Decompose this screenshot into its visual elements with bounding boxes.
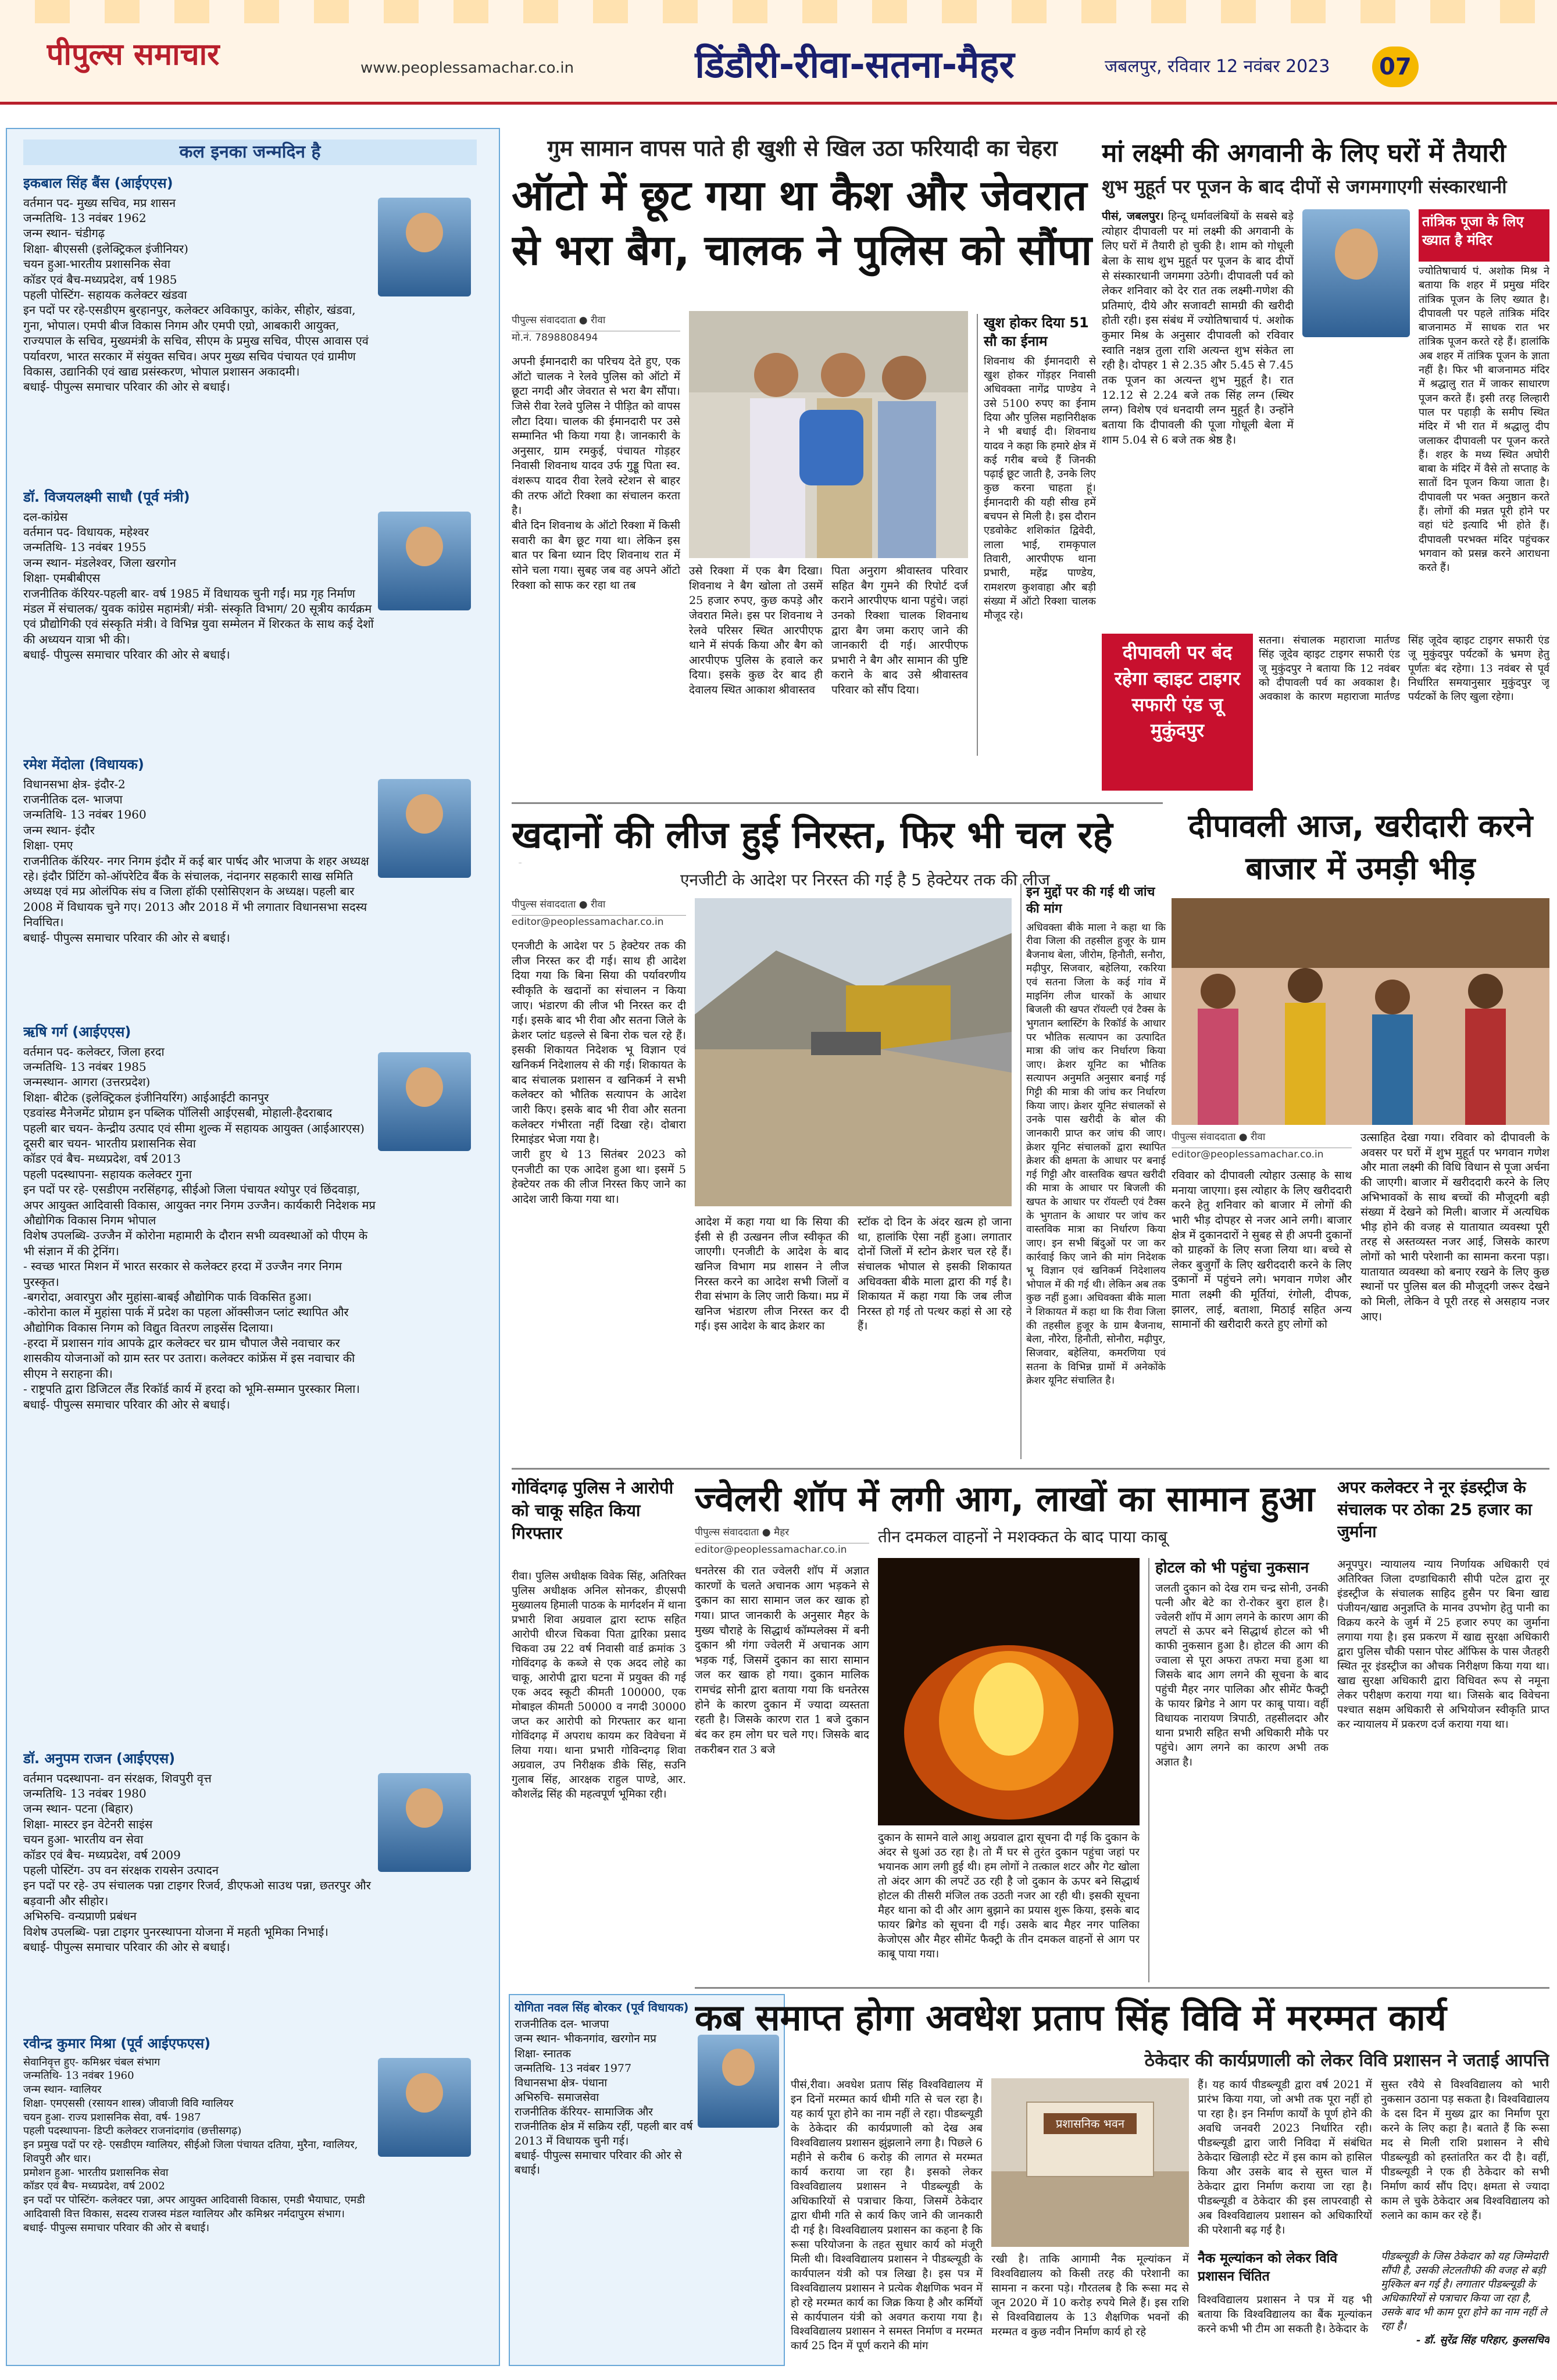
story5-body: रीवा। पुलिस अधीक्षक विवेक सिंह, अतिरिक्त पुलिस अधीक्षक अनिल सोनकर, डीएसपी मुख्यालय हिमाली पाठक के मार्गदर्शन में थाना प्रभारी शिवा अग्रवाल द्वारा स्टाफ सहित आरोपी धीरज चिकवा पिता द्वारिका प्रसाद चिकवा उम्र 22 वर्ष निवासी वार्ड क्रमांक 3 गोविंदगढ़ के कब्जे से एक अदद लोहे का चाकू, आरोपी द्वारा घटना में प्रयुक्त की गई एक अदद स्कूटी कीमती 100000, एक मोबाइल कीमती 50000 व नगदी 30000 जप्त कर आरोपी को गिरफ्तार कर थाना गोविंदगढ़ में अपराध कायम कर विवेचना में लिया गया। थाना प्रभारी गोविन्दगढ़ शिवा अग्रवाल, उप निरीक्षक डीके सिंह, सउनि गुलाब सिंह, आरक्षक राहुल पाण्डे, आर. कौशलेंद्र सिंह की महत्वपूर्ण भूमिका रही। xyxy=(512,1570,686,1800)
zoo-closed-body: सतना। संचालक महाराजा मार्तण्ड सिंह जूदेव व्हाइट टाइगर सफारी एंड जू मुकुंदपुर ने बताया कि 12 नवंबर को दीपावली पर्व का अवकाश है। अवकाश के कारण महाराजा मार्तण्ड सिंह जूदेव व्हाइट टाइगर सफारी एंड जू मुकुंदपुर पर्यटकों के भ्रमण हेतु पूर्णतः बंद रहेगा। 13 नवंबर से पूर्व निर्धारित समयानुसार मुकुंदपुर जू पर्यटकों के लिए खुला रहेगा। xyxy=(1259,634,1549,703)
story8-col4: सुस्त रवैये से विश्वविद्यालय को भारी नुकसान उठाना पड़ सकता है। विश्वविद्यालय के दस दिन में मुख्य द्वार का निर्माण पूरा करने के लिए कहा है। बताते हैं कि रूसा मद से मिली राशि प्रशासन ने सीधे पीडब्ल्यूडी को हस्तांतरित कर दी है। वहीं, पीडब्ल्यूडी ने एक ही ठेकेदार को सभी निर्माण कार्य सौंप दिए। क्षमता से ज्यादा काम ले चुके ठेकेदार अब विश्वविद्यालय को रुलाने का काम कर रहे हैं। xyxy=(1381,2079,1549,2222)
website-url: www.peoplessamachar.co.in xyxy=(360,59,574,77)
astrologer-photo xyxy=(1302,209,1410,337)
story6-side-head: होटल को भी पहुंचा नुकसान xyxy=(1155,1559,1309,1577)
diya-garland-decoration xyxy=(0,0,1557,23)
story3-headline: खदानों की लीज हुई निरस्त, फिर भी चल रहे xyxy=(512,814,1113,857)
person-photo xyxy=(378,2058,471,2157)
story3-col3: स्टॉक दो दिन के अंदर खत्म हो जाना था, हालांकि ऐसा नहीं हुआ। लगातार दोनों जिलों में स्टोन क्रेशर चल रहे हैं। संचालक भोपाल से इसकी शिकायत अधिवक्ता बीके माला द्वारा की गई है। शिकायत में कहा गया कि जब लीज निरस्त हो गई तो पत्थर कहां से आ रहे हैं। xyxy=(858,1216,1012,1333)
masthead: पीपुल्स समाचार xyxy=(47,37,220,72)
building-base xyxy=(991,2171,1189,2247)
story1-col2: उसे रिक्शा में एक बैग दिखा। शिवनाथ ने बैग खोला तो उसमें 25 हजार रुपए, कुछ कपड़े और जेवरात मिले। इस पर शिवनाथ ने रेलवे परिसर स्थित आरपीएफ थाने में संपर्क किया और बैग को आरपीएफ पुलिस के हवाले कर दिया। इसके कुछ देर बाद ही देवालय स्थित आकाश श्रीवास्तव xyxy=(689,564,823,697)
person-name: इकबाल सिंह बैंस (आईएएस) xyxy=(23,175,173,191)
story1-col3: पिता अनुराग श्रीवास्तव परिवार सहित बैग गुमने की रिपोर्ट दर्ज कराने आरपीएफ थाना पहुंचे। जहां उनको रिक्शा चालक शिवनाथ द्वारा बैग जमा कराए जाने की जानकारी दी गई। आरपीएफ प्रभारी ने बैग और सामान की पुष्टि कराने के बाद उसे श्रीवास्तव परिवार को सौंप दिया। xyxy=(831,564,968,697)
story3-byline: पीपुल्स संवाददाता ● रीवा xyxy=(512,898,686,916)
story8-headline: कब समाप्त होगा अवधेश प्रताप सिंह विवि में मरम्मत कार्य xyxy=(695,1996,1447,2039)
story3-col2: आदेश में कहा गया था कि सिया की ईसी से ही उत्खनन लीज स्वीकृत की जाएगी। एनजीटी के आदेश के बाद खनिज विभाग मप्र शासन ने लीज निरस्त करने का आदेश सभी जिलों व रीवा संभाग के लिए जारी किया। मप्र में खनिज भंडारण लीज निरस्त कर दी गई। इस आदेश के बाद क्रेशर का xyxy=(695,1216,849,1333)
story3-email: editor@peoplessamachar.co.in xyxy=(512,916,664,928)
story8-col3: हैं। यह कार्य पीडब्ल्यूडी द्वारा वर्ष 2021 में प्रारंभ किया गया, जो अभी तक पूरा नहीं हो पा रहा है। इन निर्माण कार्यों के पूर्ण होने की अवधि जनवरी 2023 निर्धारित रही। पीडब्ल्यूडी द्वारा जारी निविदा में संबंधित ठेकेदार खिलाड़ी स्टेट में इस काम को हासिल किया और उसके बाद से सुस्त चाल में ठेकेदार द्वारा निर्माण कराया जा रहा है। पीडब्ल्यूडी व ठेकेदार की इस लापरवाही से अब विश्वविद्यालय प्रशासन को अधिकारियों की परेशानी बढ़ गई है। xyxy=(1198,2079,1372,2236)
story6-side-body: जलती दुकान को देख राम चन्द्र सोनी, उनकी पत्नी और बेटे का रो-रोकर बुरा हाल है। ज्वेलरी शॉप में आग लगने के कारण आग की लपटों से ऊपर बने सिद्धार्थ होटल को भी काफी नुकसान हुआ है। होटल की आग की ज्वाला से पूरा अफरा तफरा मचा हुआ था जिसके बाद आग लगने की सूचना के बाद पहुंची मैहर नगर पालिका और सीमेंट फैक्ट्री के फायर ब्रिगेड ने आग पर काबू पाया। वहीं विधायक नारायण त्रिपाठी, तहसीलदार और थाना प्रभारी सहित सभी अधिकारी मौके पर पहुंचे। आग लगने का कारण अभी तक अज्ञात है। xyxy=(1155,1582,1329,1769)
story1-photo xyxy=(689,311,968,558)
person-photo xyxy=(378,779,471,878)
story8-deck: ठेकेदार की कार्यप्रणाली को लेकर विवि प्रशासन ने जताई आपत्ति xyxy=(1144,2050,1549,2071)
person-details: वर्तमान पद- कलेक्टर, जिला हरदा जन्मतिथि- 13 नवंबर 1985 जन्मस्थान- आगरा (उत्तरप्रदेश) शिक्षा- बीटेक (इलेक्ट्रिकल इंजीनियरिंग) आईआईटी कानपुर एडवांस्ड मैनेजमेंट प्रोग्राम इन पब्लिक पॉलिसी आईएसबी, मोहाली-हैदराबाद पहली बार चयन- केन्द्रीय उत्पाद एवं सीमा शुल्क में सहायक आयुक्त (आईआरएस) दूसरी बार चयन- भारतीय प्रशासनिक सेवा कॉडर एवं बैच- मध्यप्रदेश, वर्ष 2013 पहली पदस्थापना- सहायक कलेक्टर गुना इन पदों पर रहे- एसडीएम नरसिंहगढ़, सीईओ जिला पंचायत श्योपुर एवं छिंदवाड़ा, अपर आयुक्त आदिवासी विकास, आयुक्त नगर निगम उज्जैन। कार्यकारी निदेशक मप्र औद्योगिक विकास निगम भोपाल विशेष उपलब्धि- उज्जैन में कोरोना महामारी के दौरान सभी व्यवस्थाओं को पीएम के भी संज्ञान में की ट्रेनिंग। - स्वच्छ भारत मिशन में भारत सरकार से कलेक्टर हरदा में उज्जैन नगर निगम पुरस्कृत। -बगरोदा, अवारपुरा और मुहांसा-बाबई औद्योगिक पार्क विकसित हुआ। -कोरोना काल में मुहांसा पार्क में प्रदेश का पहला ऑक्सीजन प्लांट स्थापित और औद्योगिक विकास निगम को विद्युत वितरण लाइसेंस दिलाया। -हरदा में प्रशासन गांव आपके द्वार कलेक्टर चर ग्राम चौपाल जैसे नवाचार कर शासकीय योजनाओं को ग्राम स्तर पर उतारा। कलेक्टर कांफ्रेंस में इस नवाचार की सीएम ने सराहना की। - राष्ट्रपति द्वारा डिजिटल लैंड रिकॉर्ड कार्य में हरदा को भूमि-सम्मान पुरस्कार मिला। बधाई- पीपुल्स समाचार परिवार की ओर से बधाई। xyxy=(23,1044,376,1411)
story6-deck: तीन दमकल वाहनों ने मशक्कत के बाद पाया काबू xyxy=(878,1527,1167,1546)
person-details: सेवानिवृत्त हुए- कमिश्नर चंबल संभाग जन्मतिथि- 13 नवंबर 1960 जन्म स्थान- ग्वालियर शिक्षा- एमएससी (रसायन शास्त्र) जीवाजी विवि ग्वालियर चयन हुआ- राज्य प्रशासनिक सेवा, वर्ष- 1987 पहली पदस्थापना- डिप्टी कलेक्टर राजनांदगांव (छत्तीसगढ़) इन प्रमुख पदों पर रहे- एसडीएम ग्वालियर, सीईओ जिला पंचायत दतिया, मुरैना, ग्वालियर, शिवपुरी और धार। प्रमोशन हुआ- भारतीय प्रशासनिक सेवा कॉडर एवं बैच- मध्यप्रदेश, वर्ष 2002 इन पदों पर पोस्टिंग- कलेक्टर पन्ना, अपर आयुक्त आदिवासी विकास, एमडी भैयाघाट, एमडी आदिवासी वित्त विकास, सदस्य राजस्व मंडल ग्वालियर और कमिश्नर नर्मदापुरम संभाग। बधाई- पीपुल्स समाचार परिवार की ओर से बधाई। xyxy=(23,2056,365,2234)
story8-subbody: विश्वविद्यालय प्रशासन ने पत्र में यह भी बताया कि विश्वविद्यालय का बैंक मूल्यांकन करने कभी भी टीम आ सकती है। ठेकेदार के xyxy=(1198,2294,1372,2335)
person-name: रवीन्द्र कुमार मिश्रा (पूर्व आईएफएस) xyxy=(23,2035,211,2052)
story8-subhead: नैक मूल्यांकन को लेकर विवि प्रशासन चिंतित xyxy=(1198,2251,1338,2284)
sidebar-title: कल इनका जन्मदिन है xyxy=(23,140,477,165)
story1-headline: ऑटो में छूट गया था कैश और जेवरात से भरा बैग, चालक ने पुलिस को सौंपा xyxy=(512,171,1092,274)
publication-date: जबलपुर, रविवार 12 नवंबर 2023 xyxy=(1105,56,1330,77)
building-sign: प्रशासनिक भवन xyxy=(1044,2113,1137,2134)
story7-headline: अपर कलेक्टर ने नूर इंडस्ट्रीज के संचालक पर ठोका 25 हजार का जुर्माना xyxy=(1337,1478,1532,1541)
fire-photo xyxy=(878,1558,1140,1825)
person-photo xyxy=(378,512,471,610)
story2-subbody: ज्योतिषाचार्य पं. अशोक मिश्र ने बताया कि शहर में प्रमुख मंदिर तांत्रिक पूजन के लिए ख्यात है। दीपावली पर पहले तांत्रिक मंदिर बाजनामठ में साधक रात भर तांत्रिक पूजन करते रहे हैं। हालांकि अब शहर में तांत्रिक पूजन के ज्ञाता नहीं है। फिर भी बाजनामठ मंदिर में श्रद्धालु रात में जाकर साधारण पूजन करते हैं। इसी तरह लिल्हारी पाल पर पहाड़ी के समीप स्थित मंदिर में भी रात में श्रद्धालु दीप जलाकर दीपावली पर पूजन करते हैं। शहर के मध्य स्थित अघोरी बाबा के मंदिर में वैसे तो सप्ताह के सातों दिन पूजन किया जाता है। दीपावली पर भक्त अनुष्ठान करते हैं। लोगों की मन्नत पूरी होने पर वहां घंटे इत्यादि भी होते हैं। दीपावली परभक्त मंदिर पहुंचकर भगवान को प्रसन्न करने आराधना करते हैं। xyxy=(1419,265,1549,574)
story6-col2: दुकान के सामने वाले आशु अग्रवाल द्वारा सूचना दी गई कि दुकान के अंदर से धुआं उठ रहा है। तो मैं घर से तुरंत दुकान पहुंचा जहां पर भयानक आग लगी हुई थी। हम लोगों ने तत्काल शटर और गेट खोला तो अंदर आग की लपटें उठ रही है जो दुकान के ऊपर बने सिद्धार्थ होटल की तीसरी मंजिल तक उठती नजर आ रही थी। इसकी सूचना मैहर थाना को दी और आग बुझाने का प्रयास शुरू किया, इसके बाद फायर ब्रिगेड को सूचना दी गई। उसके बाद मैहर नगर पालिका केजोएस और मैहर सीमेंट फैक्ट्री के तीन दमकल वाहनों से आग पर काबू पाया गया। xyxy=(878,1832,1140,1960)
story6-col1: धनतेरस की रात ज्वेलरी शॉप में अज्ञात कारणों के चलते अचानक आग भड़कने से दुकान का सारा सामान जल कर खाक हो गया। प्राप्त जानकारी के अनुसार मैहर के मुख्य चौराहे के सिद्धार्थ कॉम्पलेक्स में बनी दुकान श्री गंगा ज्वेलरी में अचानक आग भड़क गई, जिसमें दुकान का सारा सामान जल कर खाक हो गया। दुकान मालिक रामचंद्र सोनी द्वारा बताया गया कि धनतेरस होने के कारण दुकान में ज्यादा व्यस्तता रहती है। जिसके कारण रात 1 बजे दुकान बंद कर हम लोग घर चले गए। जिसके बाद तकरीबन रात 3 बजे xyxy=(695,1564,869,1756)
story3-deck: एनजीटी के आदेश पर निरस्त की गई है 5 हेक्टेयर तक की लीज xyxy=(680,870,1050,889)
person-photo xyxy=(378,1052,471,1151)
story4-email: editor@peoplessamachar.co.in xyxy=(1172,1149,1324,1160)
story1-side-head: खुश होकर दिया 51 सौ का ईनाम xyxy=(984,315,1089,349)
quote-author: - डॉ. सुरेंद्र सिंह परिहार, कुलसचिव xyxy=(1416,2333,1549,2346)
story3-side-head: इन मुद्दों पर की गई थी जांच की मांग xyxy=(1026,885,1155,917)
person-details: विधानसभा क्षेत्र- इंदौर-2 राजनीतिक दल- भाजपा जन्मतिथि- 13 नवंबर 1960 जन्म स्थान- इंदौर शिक्षा- एमए राजनीतिक कॅरियर- नगर निगम इंदौर में कई बार पार्षद और भाजपा के शहर अध्यक्ष रहे। इंदौर प्रिंटिंग को-ऑपरेटिव बैंक के संचालक, नंदानगर सहकारी साख समिति अध्यक्ष एवं मप्र ओलंपिक संघ व जिला हॉकी एसोसिएशन के अध्यक्ष। पहली बार 2008 में विधायक चुने गए। 2013 और 2018 में भी लगातार विधानसभा सदस्य निर्वाचित। बधाई- पीपुल्स समाचार परिवार की ओर से बधाई। xyxy=(23,777,369,945)
person-name: योगिता नवल सिंह बोरकर (पूर्व विधायक) xyxy=(515,2000,689,2014)
story1-side-body: शिवनाथ की ईमानदारी से खुश होकर गोंड़हर निवासी अधिवक्ता नागेंद्र पाण्डेय ने उसे 5100 रुपए का ईनाम दिया और पुलिस महानिरीक्षक ने भी बधाई दी। शिवनाथ यादव ने कहा कि हमारे क्षेत्र में कई गरीब बच्चे हैं जिनकी पढ़ाई छूट जाती है, उनके लिए कुछ करना चाहता हूं। ईमानदारी की यही सीख हमें बचपन से मिली है। इस दौरान एडवोकेट शशिकांत द्विवेदी, लाला भाई, रामकृपाल तिवारी, आरपीएफ थाना प्रभारी, महेंद्र पाण्डेय, रामशरण कुशवाहा और बड़ी संख्या में ऑटो रिक्शा चालक मौजूद रहे। xyxy=(984,355,1096,622)
crusher-photo xyxy=(695,898,1012,1206)
story5-headline: गोविंदगढ़ पुलिस ने आरोपी को चाकू सहित किया गिरफ्तार xyxy=(512,1478,674,1543)
person-photo xyxy=(698,2035,779,2128)
market-crowd-photo xyxy=(1172,898,1549,1125)
person-name: डॉ. विजयलक्ष्मी साधौ (पूर्व मंत्री) xyxy=(23,489,190,505)
story1-kicker: गुम सामान वापस पाते ही खुशी से खिल उठा फरियादी का चेहरा xyxy=(547,135,1058,161)
story2-subhead: तांत्रिक पूजा के लिए ख्यात है मंदिर xyxy=(1419,209,1549,262)
edition-title: डिंडौरी-रीवा-सतना-मैहर xyxy=(695,44,1015,87)
story6-email: editor@peoplessamachar.co.in xyxy=(695,1544,847,1556)
story7-body: अनूपपुर। न्यायालय न्याय निर्णायक अधिकारी एवं अतिरिक्त जिला दण्डाधिकारी सीपी पटेल द्वारा नूर इंडस्ट्रीज के संचालक साहिद हुसैन पर बिना खाद्य पंजीयन/खाद्य अनुज्ञप्ति के मानव उपभोग हेतु पानी का विक्रय करने के जुर्म में 25 हजार रुपए का जुर्माना लगाया गया है। इस प्रकरण में खाद्य सुरक्षा अधिकारी द्वारा पुलिस चौकी पसान पोस्ट ऑफिस के पास जैतहरी स्थित नूर इंडस्ट्रीज का औचक निरीक्षण किया गया था। खाद्य सुरक्षा अधिकारी द्वारा विधिवत रूप से नमूना लेकर परीक्षण कराया गया था। जिसके बाद विवेचना पश्चात सक्षम अधिकारी से अभियोजन स्वीकृति प्राप्त कर न्यायालय में प्रकरण दर्ज कराया गया था। xyxy=(1337,1559,1549,1731)
person-photo xyxy=(378,198,471,296)
story6-byline: पीपुल्स संवाददाता ● मैहर xyxy=(695,1526,869,1543)
story6-headline: ज्वेलरी शॉप में लगी आग, लाखों का सामान हुआ xyxy=(695,1479,1315,1520)
story1-sidebar xyxy=(977,314,1096,756)
person-details: वर्तमान पदस्थापना- वन संरक्षक, शिवपुरी वृत्त जन्मतिथि- 13 नवंबर 1980 जन्म स्थान- पटना (बिहार) शिक्षा- मास्टर इन वेटेनरी साइंस चयन हुआ- भारतीय वन सेवा कॉडर एवं बैच- मध्यप्रदेश, वर्ष 2009 पहली पोस्टिंग- उप वन संरक्षक रायसेन उत्पादन इन पदों पर रहे- उप संचालक पन्ना टाइगर रिजर्व, डीएफओ साउथ पन्ना, छतरपुर और बड़वानी और सीहोर। अभिरुचि- वन्यप्राणी प्रबंधन विशेष उपलब्धि- पन्ना टाइगर पुनरस्थापना योजना में महती भूमिका निभाई। बधाई- पीपुल्स समाचार परिवार की ओर से बधाई। xyxy=(23,1771,371,1954)
page-number: 07 xyxy=(1372,47,1419,87)
story2-deck: शुभ मुहूर्त पर पूजन के बाद दीपों से जगमगाएगी संस्कारधानी xyxy=(1102,176,1507,198)
story4-col2: उत्साहित देखा गया। रविवार को दीपावली के अवसर पर घरों में शुभ मुहूर्त पर भगवान गणेश और माता लक्ष्मी की विधि विधान से पूजा अर्चना की जाएगी। बाजार में खरीददारी करने के लिए अभिभावकों के साथ बच्चों की मौजूदगी बड़ी संख्या में देखने को मिली। बाजार में अत्यधिक भीड़ होने की वजह से यातायात व्यवस्था पूरी तरह से अस्तव्यस्त नजर आई, जिसके कारण लोगों को भारी परेशानी का सामना करना पड़ा। यातायात व्यवस्था को बनाए रखने के लिए कुछ स्थानों पर पुलिस बल की मौजूदगी जरूर देखने को मिली, लेकिन वे पूरी तरह से असहाय नजर आए। xyxy=(1360,1131,1549,1323)
story1-col1: अपनी ईमानदारी का परिचय देते हुए, एक ऑटो चालक ने रेलवे पुलिस को ऑटो में छूटा नगदी और जेवरात से भरा बैग सौंपा। जिसे रीवा रेलवे पुलिस ने पीड़ित को वापस लौटा दिया। चालक की ईमानदारी पर उसे सम्मानित भी किया गया है। जानकारी के अनुसार, ग्राम रमकुई, पंचायत गोड़हर निवासी शिवनाथ यादव उर्फ गुड्डू पिता स्व. वंशरूप यादव रीवा रेलवे स्टेशन से बाहर की तरफ ऑटो रिक्शा का संचालन करता है। बीते दिन शिवनाथ के ऑटो रिक्शा में किसी सवारी का बैग छूट गया था। लेकिन इस बात पर बिना ध्यान दिए शिवनाथ रात में सोने चला गया। सुबह जब वह अपने ऑटो रिक्शा को साफ कर रहा था तब xyxy=(512,355,680,592)
story3-side-body: अधिवक्ता बीके माला ने कहा था कि रीवा जिला की तहसील हुजूर के ग्राम बैजनाथ बेला, जीरोम, हिनौती, सनौरा, मढ़ीपुर, सिजवार, बहेलिया, रकरिया एवं सतना जिला के कई गांव में माइनिंग लीज धारकों के आधार बिजली की खपत रॉयल्टी एवं टैक्स के भुगतान ब्लास्टिंग के रिकॉर्ड के आधार पर भौतिक सत्यापन का उत्पादित मात्रा की जांच कर निर्धारण किया जाए। क्रेशर यूनिट का भौतिक सत्यापन अनुमति अनुसार बनाई गई गिट्टी की मात्रा की जांच कर निर्धारण किया जाए। क्रेशर यूनिट संचालकों से उनके पास खरीदी के बोल की जानकारी प्राप्त कर जांच की जाए। क्रेशर यूनिट संचालकों द्वारा स्थापित क्रेशर की क्षमता के आधार पर बनाई गई गिट्टी और वास्तविक खपत खरीदी की मात्रा के आधार पर बिजली की खपत के आधार पर रॉयल्टी एवं टैक्स के भुगतान के आधार पर जांच कर वास्तविक मात्रा का निर्धारण किया जाए। इन सभी बिंदुओं पर जा कर कार्रवाई किए जाने की मांग निदेशक भू विज्ञान एवं खनिकर्म निदेशालय भोपाल में की गई थी। लेकिन अब तक कुछ नहीं हुआ। अधिवक्ता बीके माला ने शिकायत में कहा था कि रीवा जिला की तहसील हुजूर के ग्राम बैजनाथ, बेला, नौरेरा, हिनौती, सोनौरा, मढ़ीपुर, सिजवार, बहेलिया, कमरणिया एवं सतना के विभिन्न ग्रामों में अनेकोंके क्रेशर यूनिट संचालित है। xyxy=(1026,921,1166,1387)
story2-text: हिन्दू धर्मावलंबियों के सबसे बड़े त्योहार दीपावली पर मां लक्ष्मी की अगवानी के लिए घरों में तैयारी हो चुकी है। शाम को गोधूली बेला के साथ शुभ मुहूर्त पर पूजन के बाद दीपों से संस्कारधानी जगमगा उठेगी। दीपावली पर्व को लेकर शनिवार को देर रात तक लक्ष्मी-गणेश की प्रतिमाएं, दीये और सजावटी सामग्री की खरीदी होती रही। इस संबंध में ज्योतिषाचार्य पं. अशोक कुमार मिश्र के अनुसार दीपावली को रविवार स्वाति नक्षत्र तुला राशि अत्यन्त शुभ संकेत ला रही है। दोपहर 1 से 2.35 और 5.45 से 7.45 तक पूजन का अत्यन्त शुभ मुहूर्त है। रात 12.12 से 2.24 बजे तक सिंह लग्न (स्थिर लग्न) विशेष एवं धनदायी लग्न मुहूर्त है। उन्होंने बताया कि दीपावली की पूजा गोधूली बेला में शाम 5.04 से 6 बजे तक श्रेष्ठ है। xyxy=(1102,210,1294,446)
story4-byline: पीपुल्स संवाददाता ● रीवा xyxy=(1172,1131,1352,1148)
person-details: दल-कांग्रेस वर्तमान पद- विधायक, महेश्वर जन्मतिथि- 13 नवंबर 1955 जन्म स्थान- मंडलेश्वर, जिला खरगोन शिक्षा- एमबीबीएस राजनीतिक कॅरियर-पहली बार- वर्ष 1985 में विधायक चुनी गईं। मप्र गृह निर्माण मंडल में संचालक/ युवक कांग्रेस महामंत्री/ मंत्री- संस्कृति विभाग/ 20 सूत्रीय कार्यक्रम एवं प्रौद्योगिकी एवं संस्कृति मंत्री। वे विभिन्न युवा सम्मेलन में शिरकत के साथ कई देशों की अध्ययन यात्रा भी की। बधाई- पीपुल्स समाचार परिवार की ओर से बधाई। xyxy=(23,509,374,662)
person-name: ऋषि गर्ग (आईएएस) xyxy=(23,1024,131,1040)
story4-col1: रविवार को दीपावली त्योहार उत्साह के साथ मनाया जाएगा। इस त्योहार के लिए खरीददारी करने हेतु शनिवार को बाजार में लोगों की भारी भीड़ दोपहर से नजर आने लगी। बाजार क्षेत्र में दुकानदारों ने सुबह से ही अपनी दुकानों को ग्राहकों के लिए सजा लिया था। बच्चे से लेकर बुजुर्गों के लिए खरीददारी करने के लिए दुकानों में पहुंचने लगे। भगवान गणेश और माता लक्ष्मी की मूर्तियां, रंगोली, दीपक, झालर, लाई, बताशा, मिठाई सहित अन्य सामानों की खरीदारी करते हुए लोगों को xyxy=(1172,1169,1352,1331)
divider xyxy=(512,802,1163,804)
story3-sidebar xyxy=(1020,884,1166,1459)
person-name: डॉ. अनुपम राजन (आईएएस) xyxy=(23,1750,176,1767)
story6-sidebar xyxy=(1148,1558,1329,1982)
story8-col1: पीसं,रीवा। अवधेश प्रताप सिंह विश्वविद्यालय में इन दिनों मरम्मत कार्य धीमी गति से चल रहा है। यह कार्य पूरा होने का नाम नहीं ले रहा। पीडब्ल्यूडी के ठेकेदार की कार्यप्रणाली को देख अब विश्वविद्यालय प्रशासन झुंझलाने लगा है। पिछले 6 महीने से करीब 6 करोड़ की लागत से मरम्मत कार्य कराया जा रहा है। इसको लेकर विश्वविद्यालय प्रशासन ने पीडब्ल्यूडी के अधिकारियों से पत्राचार किया, जिसमें ठेकेदार द्वारा धीमी गति से कार्य किए जाने की जानकारी दी गई है। विश्वविद्यालय प्रशासन का कहना है कि रूसा परियोजना के तहत सुधार कार्य को मंजूरी मिली थी। विश्वविद्यालय प्रशासन ने पीडब्ल्यूडी के कार्यपालन यंत्री को पत्र लिखा है। इस पत्र में विश्वविद्यालय प्रशासन ने प्रत्येक शैक्षणिक भवन में हो रहे मरम्मत कार्य का जिक्र किया है और कर्मियों से कार्यपालन यंत्री को अवगत कराया गया है। विश्वविद्यालय प्रशासन ने समस्त निर्माण व मरम्मत कार्य 25 दिन में पूर्ण कराने की मांग xyxy=(791,2079,983,2353)
zoo-closed-box: दीपावली पर बंद रहेगा व्हाइट टाइगर सफारी एंड जू मुकुंदपुर xyxy=(1102,634,1253,791)
story2-byline: पीसं, जबलपुर। xyxy=(1102,210,1164,223)
divider xyxy=(512,1468,1549,1470)
story4-headline: दीपावली आज, खरीदारी करने बाजार में उमड़ी भीड़ xyxy=(1188,807,1533,887)
university-building-photo xyxy=(991,2078,1189,2247)
story3-col1: एनजीटी के आदेश पर 5 हेक्टेयर तक की लीज निरस्त कर दी गई। साथ ही आदेश दिया गया कि बिना सिया की पर्यावरणीय स्वीकृति के खदानों का संचालन न किया जाए। भंडारण की लीज भी निरस्त कर दी गई। इसके बाद भी रीवा और सतना जिले के क्रेशर प्लांट धड़ल्ले से बिना रोक चल रहे हैं। इसकी शिकायत निदेशक भू विज्ञान एवं खनिकर्म निदेशालय से की गई। शिकायत के बाद संचालक प्रशासन व खनिकर्म ने सभी कलेक्टर को भौतिक सत्यापन के आदेश जारी किए। इसके बाद भी रीवा और सतना कलेक्टर गंभीरता नहीं दिखा रहे। दोबारा रिमाइंडर भेजा गया है। जारी हुए थे 13 सितंबर 2023 को एनजीटी का एक आदेश हुआ था। इसमें 5 हेक्टेयर तक की लीज निरस्त किए जाने का आदेश जारी किया गया था। xyxy=(512,939,686,1206)
story8-col2: रखी है। ताकि आगामी नैक मूल्यांकन में विश्वविद्यालय को किसी तरह की परेशानी का सामना न करना पड़े। गौरतलब है कि रूसा मद से जून 2020 में 10 करोड़ रुपये मिले हैं। इस राशि से विश्वविद्यालय के 13 शैक्षणिक भवनों की मरम्मत व कुछ नवीन निर्माण कार्य हो रहे xyxy=(991,2253,1189,2338)
story1-byline: पीपुल्स संवाददाता ● रीवा xyxy=(512,314,680,331)
story1-mobile: मो.नं. 7898808494 xyxy=(512,332,598,344)
person-details: वर्तमान पद- मुख्य सचिव, मप्र शासन जन्मतिथि- 13 नवंबर 1962 जन्म स्थान- चंडीगढ़ शिक्षा- बीएससी (इलेक्ट्रिकल इंजीनियर) चयन हुआ-भारतीय प्रशासनिक सेवा कॉडर एवं बैच-मध्यप्रदेश, वर्ष 1985 पहली पोस्टिंग- सहायक कलेक्टर खंडवा इन पदों पर रहे-एसडीएम बुरहानपुर, कलेक्टर अविकापुर, कांकेर, सीहोर, खंडवा, गुना, भोपाल। एमपी बीज विकास निगम और एमपी एग्रो, आबकारी आयुक्त, राज्यपाल के सचिव, मुख्यमंत्री के सचिव, सीएम के प्रमुख सचिव, पीएस आवास एवं पर्यावरण, भारत सरकार में संयुक्त सचिव। अपर मुख्य सचिव पंचायत एवं ग्रामीण विकास, उद्यानिकी एवं खाद्य प्रसंस्करण, भोपाल प्रशासन अकादमी। बधाई- पीपुल्स समाचार परिवार की ओर से बधाई। xyxy=(23,195,369,394)
person-details: राजनीतिक दल- भाजपा जन्म स्थान- भीकनगांव, खरगोन मप्र शिक्षा- स्नातक जन्मतिथि- 13 नवंबर 1977 विधानसभा क्षेत्र- पंधाना अभिरुचि- समाजसेवा राजनीतिक कॅरियर- सामाजिक और राजनीतिक क्षेत्र में सक्रिय रहीं, पहली बार वर्ष 2013 में विधायक चुनी गई। बधाई- पीपुल्स समाचार परिवार की ओर से बधाई। xyxy=(515,2018,693,2177)
registrar-quote xyxy=(1381,2250,1549,2366)
quote-text: पीडब्ल्यूडी के जिस ठेकेदार को यह जिम्मेदारी सौंपी है, उसकी लेटलतीफी की वजह से बड़ी मुश्किल बन गई है। लगातार पीडब्ल्यूडी के अधिकारियों से पत्राचार किया जा रहा है, उसके बाद भी काम पूरा होने का नाम नहीं ले रहा है। xyxy=(1381,2250,1548,2332)
person-photo xyxy=(378,1773,471,1872)
story2-headline: मां लक्ष्मी की अगवानी के लिए घरों में तैयारी xyxy=(1102,138,1506,168)
person-name: रमेश मेंदोला (विधायक) xyxy=(23,756,144,773)
divider xyxy=(695,1987,1549,1989)
